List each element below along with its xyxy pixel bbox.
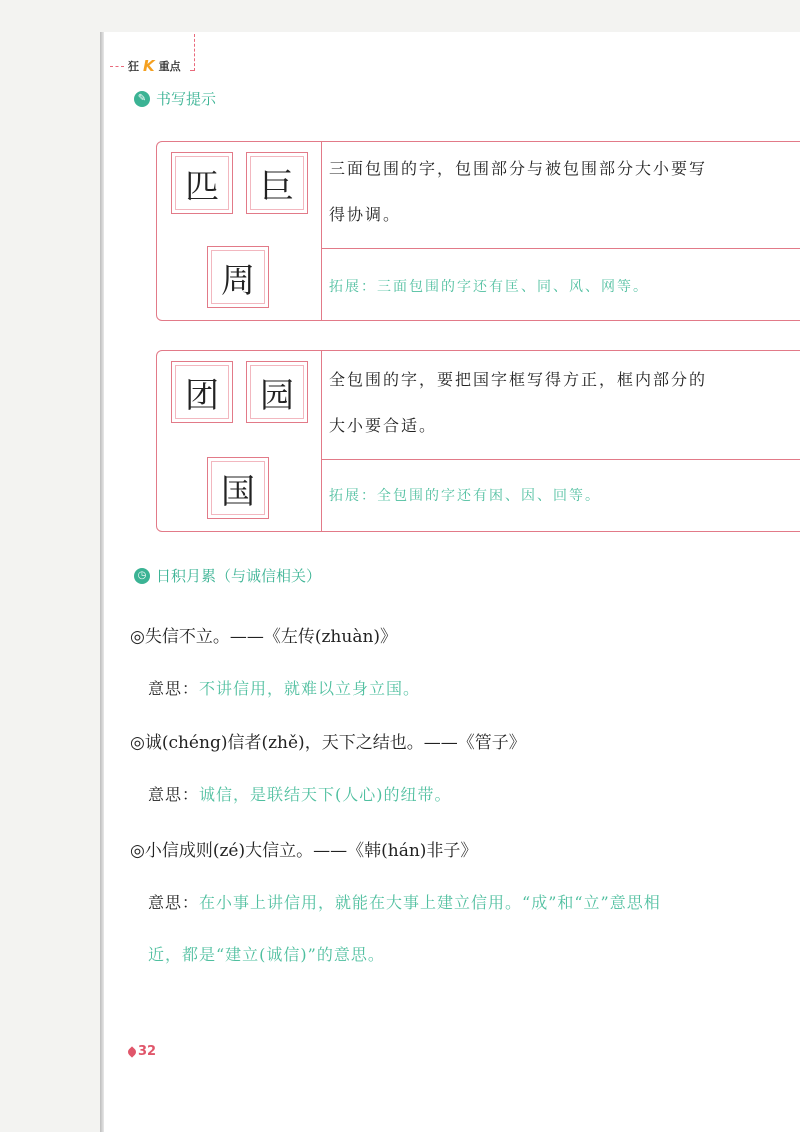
meaning-text: 诚信，是联结天下(人心)的纽带。 <box>199 785 452 804</box>
header-k-logo: K <box>143 57 155 75</box>
divider <box>321 248 800 249</box>
daily-heading <box>134 565 321 586</box>
quote-2: ◎诚(chéng)信者(zhě)，天下之结也。——《管子》 <box>130 733 526 753</box>
quote-3: ◎小信成则(zé)大信立。——《韩(hán)非子》 <box>130 841 478 861</box>
leaf-icon <box>126 1046 137 1057</box>
desc-line: 三面包围的字，包围部分与被包围部分大小要写 <box>329 159 708 178</box>
meaning-label: 意思： <box>148 679 200 698</box>
tip-description-2 <box>329 357 800 449</box>
divider <box>321 459 800 460</box>
header-bracket <box>190 34 195 71</box>
daily-title: 日积月累（与诚信相关） <box>156 567 322 585</box>
desc-line: 全包围的字，要把国字框写得方正，框内部分的 <box>329 370 708 389</box>
desc-line: 大小要合适。 <box>329 416 438 435</box>
meaning-3-continued <box>148 942 385 965</box>
char-cell: 巨 <box>246 152 308 214</box>
pencil-icon: ✎ <box>134 91 150 107</box>
extension-note-1: 拓展：三面包围的字还有匡、同、风、网等。 <box>329 279 649 295</box>
book-spine <box>100 32 104 1132</box>
char-cell: 周 <box>207 246 269 308</box>
dotted-line <box>110 66 124 67</box>
writing-tips-title: 书写提示 <box>156 90 217 108</box>
page-number-text: 32 <box>138 1044 157 1059</box>
meaning-label: 意思： <box>148 785 200 804</box>
char-cell: 匹 <box>171 152 233 214</box>
section-header-mark <box>110 56 181 76</box>
writing-tip-box-2 <box>156 350 800 532</box>
page-number <box>128 1044 156 1059</box>
meaning-label: 意思： <box>148 893 200 912</box>
char-cell: 国 <box>207 457 269 519</box>
extension-note-2: 拓展：全包围的字还有困、因、回等。 <box>329 488 601 504</box>
meaning-text: 近，都是“建立(诚信)”的意思。 <box>148 945 385 964</box>
char-column-2 <box>157 351 322 531</box>
writing-tips-heading <box>134 88 216 109</box>
char-cell: 团 <box>171 361 233 423</box>
writing-tip-box-1 <box>156 141 800 321</box>
clock-icon: ◷ <box>134 568 150 584</box>
meaning-1 <box>148 676 420 699</box>
header-prefix: 狂 <box>128 60 139 73</box>
char-cell: 园 <box>246 361 308 423</box>
meaning-2 <box>148 782 452 805</box>
meaning-3 <box>148 890 661 913</box>
meaning-text: 在小事上讲信用，就能在大事上建立信用。“成”和“立”意思相 <box>199 893 661 912</box>
header-suffix: 重点 <box>158 60 181 73</box>
quote-1: ◎失信不立。——《左传(zhuàn)》 <box>130 627 398 647</box>
meaning-text: 不讲信用，就难以立身立国。 <box>199 679 421 698</box>
char-column-1 <box>157 142 322 320</box>
tip-description-1 <box>329 146 800 238</box>
desc-line: 得协调。 <box>329 205 402 224</box>
